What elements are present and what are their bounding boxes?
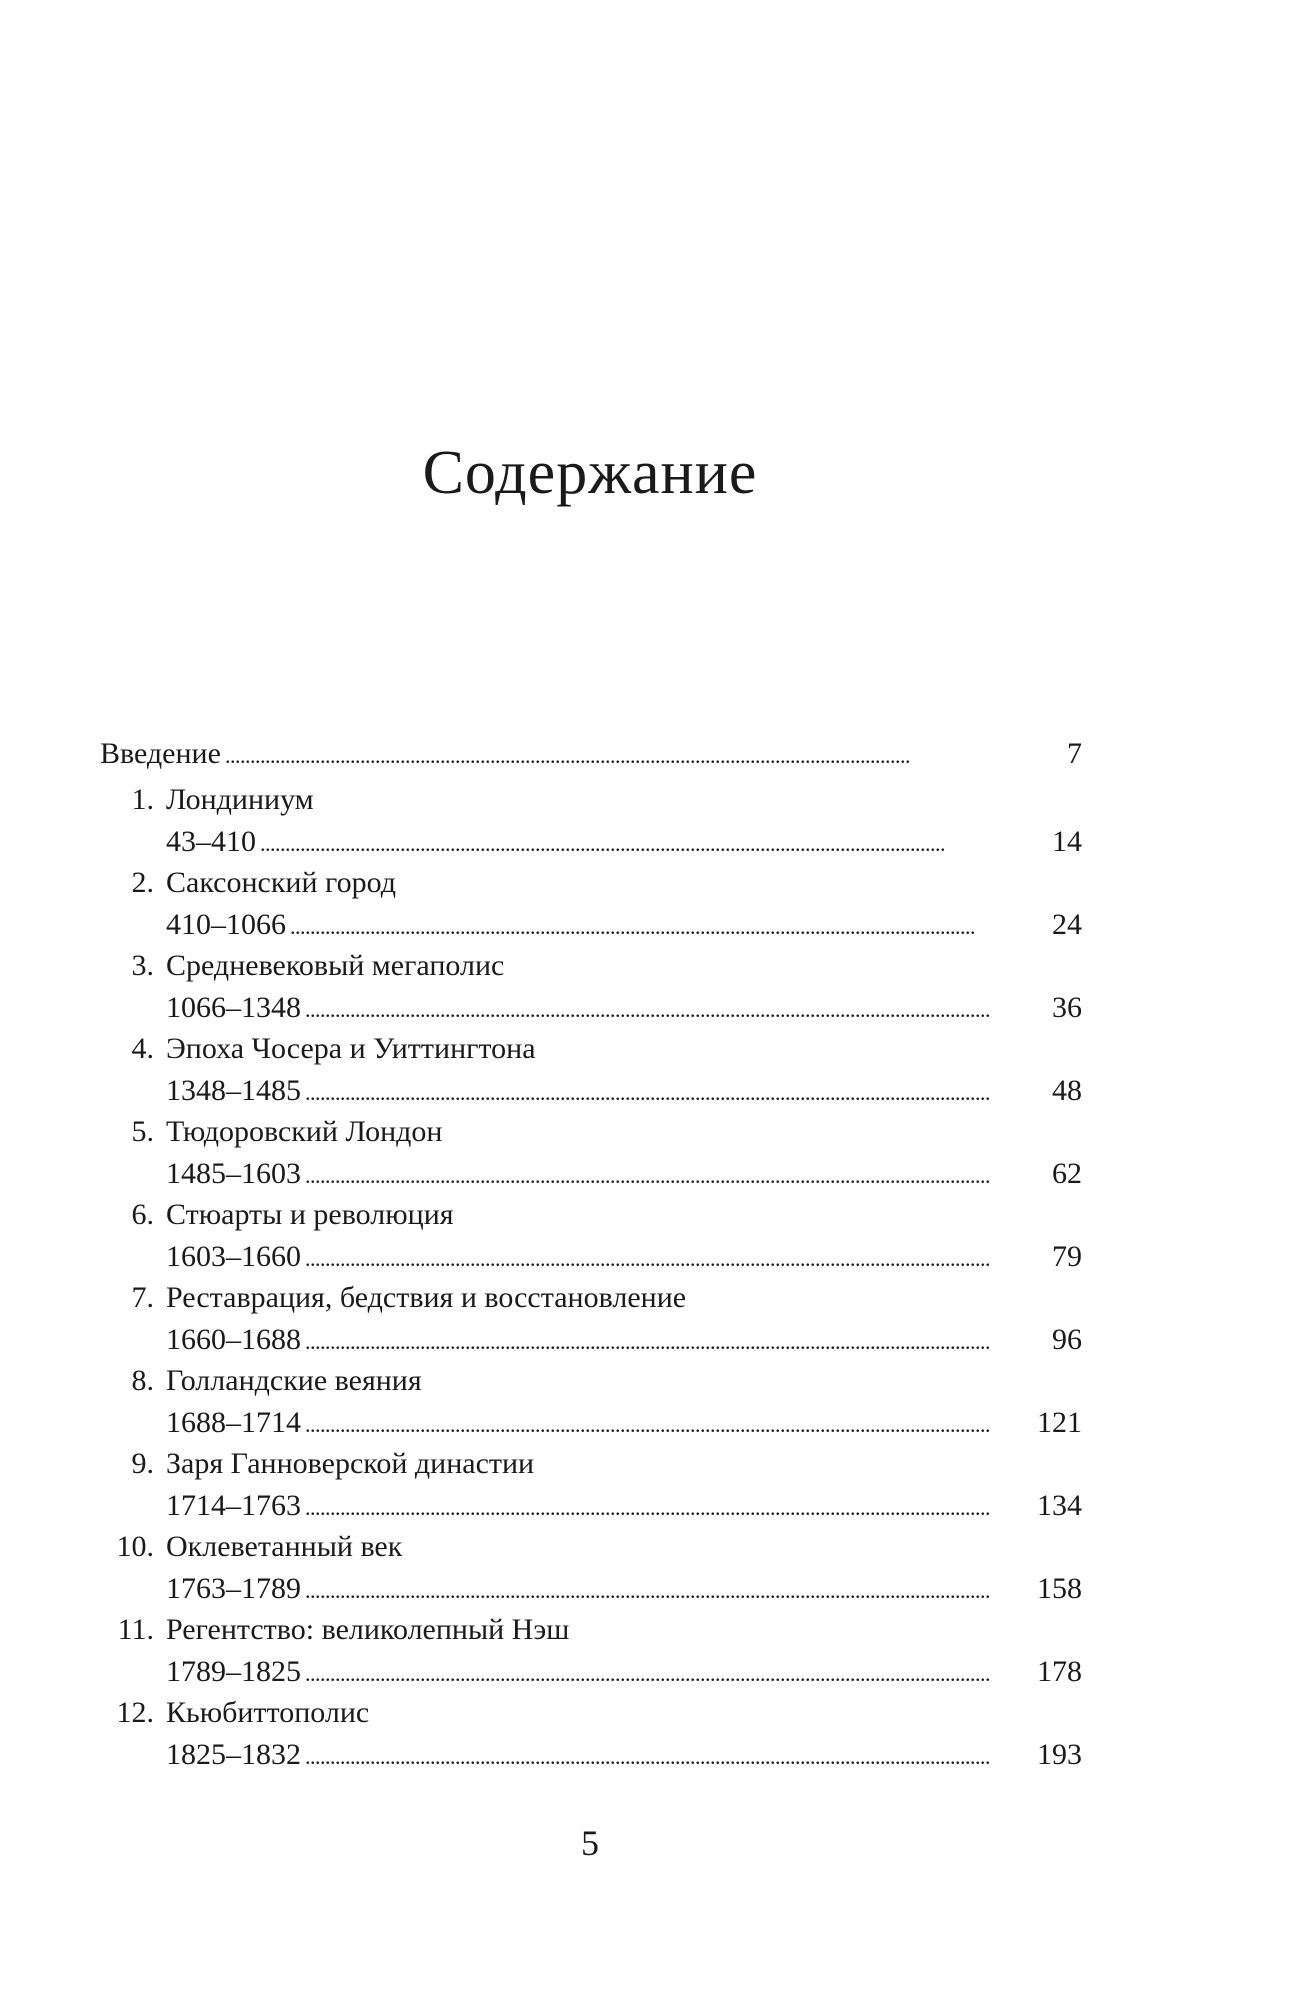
toc-entry-chapter[interactable] [100,863,1082,946]
toc-entry-chapter[interactable] [100,1693,1082,1776]
dot-leader [305,1237,1048,1279]
toc-page-number: 36 [1052,991,1082,1024]
toc-page-number: 48 [1052,1074,1082,1107]
dot-leader [305,1320,1048,1362]
chapter-years: 1714–1763 [166,1489,301,1522]
toc-entry-chapter[interactable] [100,1278,1082,1361]
chapter-number: 2. [131,866,154,899]
toc-entry-chapter[interactable] [100,946,1082,1029]
toc-page-number: 14 [1052,825,1082,858]
toc-entry-chapter[interactable] [100,780,1082,863]
chapter-title: Тюдоровский Лондон [166,1115,443,1148]
chapter-number: 12. [116,1696,154,1729]
chapter-years: 1348–1485 [166,1074,301,1107]
chapter-title: Голландские веяния [166,1364,422,1397]
dot-leader [225,734,1058,776]
page-title: Содержание [422,439,758,507]
toc-page-number: 121 [1037,1406,1082,1439]
dot-leader [305,1071,1048,1113]
chapter-number: 10. [116,1530,154,1563]
toc-page-number: 24 [1052,908,1082,941]
chapter-years: 1789–1825 [166,1655,301,1688]
toc-page-number: 158 [1037,1572,1082,1605]
chapter-years: 1066–1348 [166,991,301,1024]
dot-leader [305,988,1048,1030]
chapter-title: Регентство: великолепный Нэш [166,1613,570,1646]
toc-entry-chapter[interactable] [100,1112,1082,1195]
dot-leader [305,1486,1033,1528]
chapter-title: Реставрация, бедствия и восстановление [166,1281,687,1314]
chapter-title: Эпоха Чосера и Уиттингтона [166,1032,536,1065]
chapter-years: 1825–1832 [166,1738,301,1771]
table-of-contents [100,734,1082,1776]
chapter-list [100,780,1082,1776]
chapter-number: 5. [131,1115,154,1148]
dot-leader [305,1154,1048,1196]
dot-leader [260,822,1048,864]
dot-leader [305,1403,1033,1445]
chapter-title: Заря Ганноверской династии [166,1447,535,1480]
chapter-number: 4. [131,1032,154,1065]
toc-entry-chapter[interactable] [100,1610,1082,1693]
chapter-title: Лондиниум [166,783,314,816]
chapter-number: 3. [131,949,154,982]
toc-entry-chapter[interactable] [100,1195,1082,1278]
chapter-title: Оклеветанный век [166,1530,403,1563]
chapter-number: 1. [131,783,154,816]
dot-leader [305,1735,1033,1777]
toc-page-number: 193 [1037,1738,1082,1771]
chapter-number: 9. [131,1447,154,1480]
toc-entry-label: Введение [100,737,221,770]
chapter-number: 6. [131,1198,154,1231]
chapter-years: 1485–1603 [166,1157,301,1190]
chapter-title: Саксонский город [166,866,396,899]
chapter-number: 8. [131,1364,154,1397]
toc-entry-introduction[interactable] [100,734,1082,776]
chapter-title: Стюарты и революция [166,1198,454,1231]
toc-page-number: 62 [1052,1157,1082,1190]
chapter-years: 43–410 [166,825,256,858]
chapter-title: Средневековый мегаполис [166,949,505,982]
toc-page-number: 79 [1052,1240,1082,1273]
dot-leader [290,905,1048,947]
toc-page-number: 134 [1037,1489,1082,1522]
toc-entry-chapter[interactable] [100,1527,1082,1610]
chapter-years: 1660–1688 [166,1323,301,1356]
chapter-years: 1688–1714 [166,1406,301,1439]
toc-page-number: 178 [1037,1655,1082,1688]
toc-entry-chapter[interactable] [100,1361,1082,1444]
chapter-number: 11. [117,1613,154,1646]
toc-page-number: 7 [1067,737,1082,770]
dot-leader [305,1569,1033,1611]
chapter-years: 1763–1789 [166,1572,301,1605]
dot-leader [305,1652,1033,1694]
toc-entry-chapter[interactable] [100,1029,1082,1112]
chapter-number: 7. [131,1281,154,1314]
chapter-years: 1603–1660 [166,1240,301,1273]
toc-page-number: 96 [1052,1323,1082,1356]
toc-entry-chapter[interactable] [100,1444,1082,1527]
chapter-years: 410–1066 [166,908,286,941]
page-number: 5 [581,1823,599,1863]
chapter-title: Кьюбиттополис [166,1696,370,1729]
